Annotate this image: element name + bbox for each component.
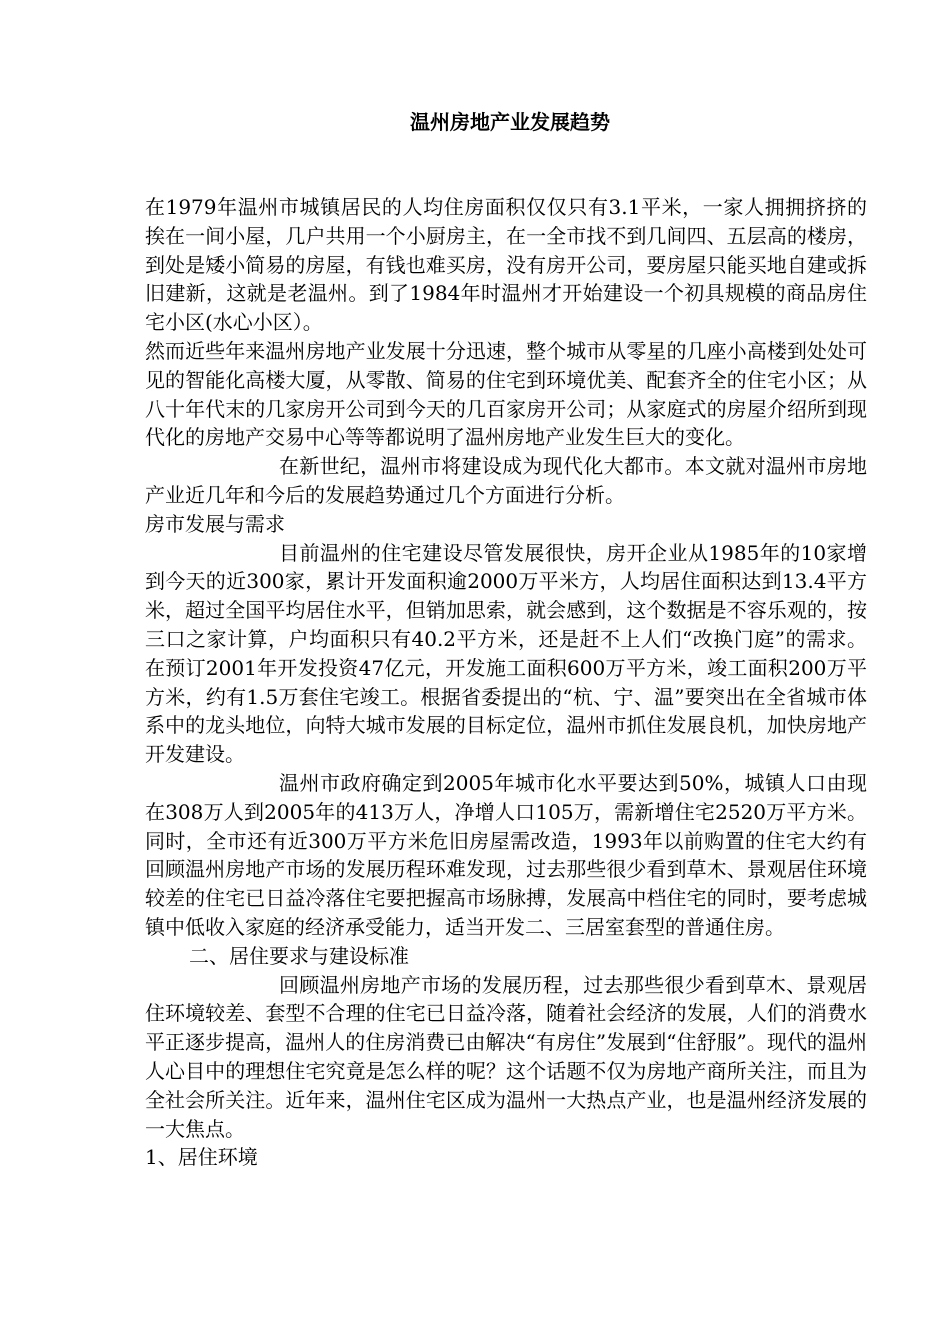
section-heading-living-requirements: 二、居住要求与建设标准: [189, 943, 409, 968]
section-heading-market-demand: 房市发展与需求: [145, 511, 285, 536]
paragraph-urbanization-goals: 温州市政府确定到2005年城市化水平要达到50%，城镇人口由现在308万人到2005年的413万人，净增人口105万，需新增住宅2520万平方米。同时，全市还有近300万平方米危旧房屋需改造，1993年以前购置的住宅大约有回顾温州房地产市场的发展历程环难发现，过去那些很少看到草木、景观居住环境较差的住宅已日益冷落住宅要把握高市场脉搏，发展高中档住宅的同时，要考虑城镇中低收入家庭的经济承受能力，适当开发二、三居室套型的普通住房。: [145, 770, 867, 939]
document-title: 温州房地产业发展趋势: [410, 110, 610, 134]
paragraph-market-review: 回顾温州房地产市场的发展历程，过去那些很少看到草木、景观居住环境较差、套型不合理的住宅已日益冷落，随着社会经济的发展，人们的消费水平正逐步提高，温州人的住房消费已由解决“有房住”发展到“住舒服”。现代的温州人心目中的理想住宅究竟是怎么样的呢？这个话题不仅为房地产商所关注，而且为全社会所关注。近年来，温州住宅区成为温州一大热点产业，也是温州经济发展的一大焦点。: [145, 972, 867, 1141]
paragraph-recent-development: 然而近些年来温州房地产业发展十分迅速，整个城市从零星的几座小高楼到处处可见的智能化高楼大厦，从零散、简易的住宅到环境优美、配套齐全的住宅小区；从八十年代末的几家房开公司到今天的几百家房开公司；从家庭式的房屋介绍所到现代化的房地产交易中心等等都说明了温州房地产业发生巨大的变化。: [145, 338, 867, 450]
document-body: [145, 193, 867, 1172]
paragraph-intro-history: 在1979年温州市城镇居民的人均住房面积仅仅只有3.1平米，一家人拥拥挤挤的挨在一间小屋，几户共用一个小厨房主，在一全市找不到几间四、五层高的楼房，到处是矮小简易的房屋，有钱也难买房，没有房开公司，要房屋只能买地自建或拆旧建新，这就是老温州。到了1984年时温州才开始建设一个初具规模的商品房住宅小区(水心小区）。: [145, 195, 867, 335]
subsection-heading-living-environment: 1、居住环境: [145, 1145, 258, 1170]
paragraph-housing-construction: 目前温州的住宅建设尽管发展很快，房开企业从1985年的10家增到今天的近300家，累计开发面积逾2000万平米方，人均居住面积达到13.4平方米，超过全国平均居住水平，但销加思索，就会感到，这个数据是不容乐观的，按三口之家计算，户均面积只有40.2平方米，还是赶不上人们“改换门庭”的需求。在预订2001年开发投资47亿元，开发施工面积600万平方米，竣工面积200万平方米，约有1.5万套住宅竣工。根据省委提出的“杭、宁、温”要突出在全省城市体系中的龙头地位，向特大城市发展的目标定位，温州市抓住发展良机，加快房地产开发建设。: [145, 540, 867, 767]
paragraph-new-century: 在新世纪，温州市将建设成为现代化大都市。本文就对温州市房地产业近几年和今后的发展趋势通过几个方面进行分析。: [145, 454, 867, 507]
